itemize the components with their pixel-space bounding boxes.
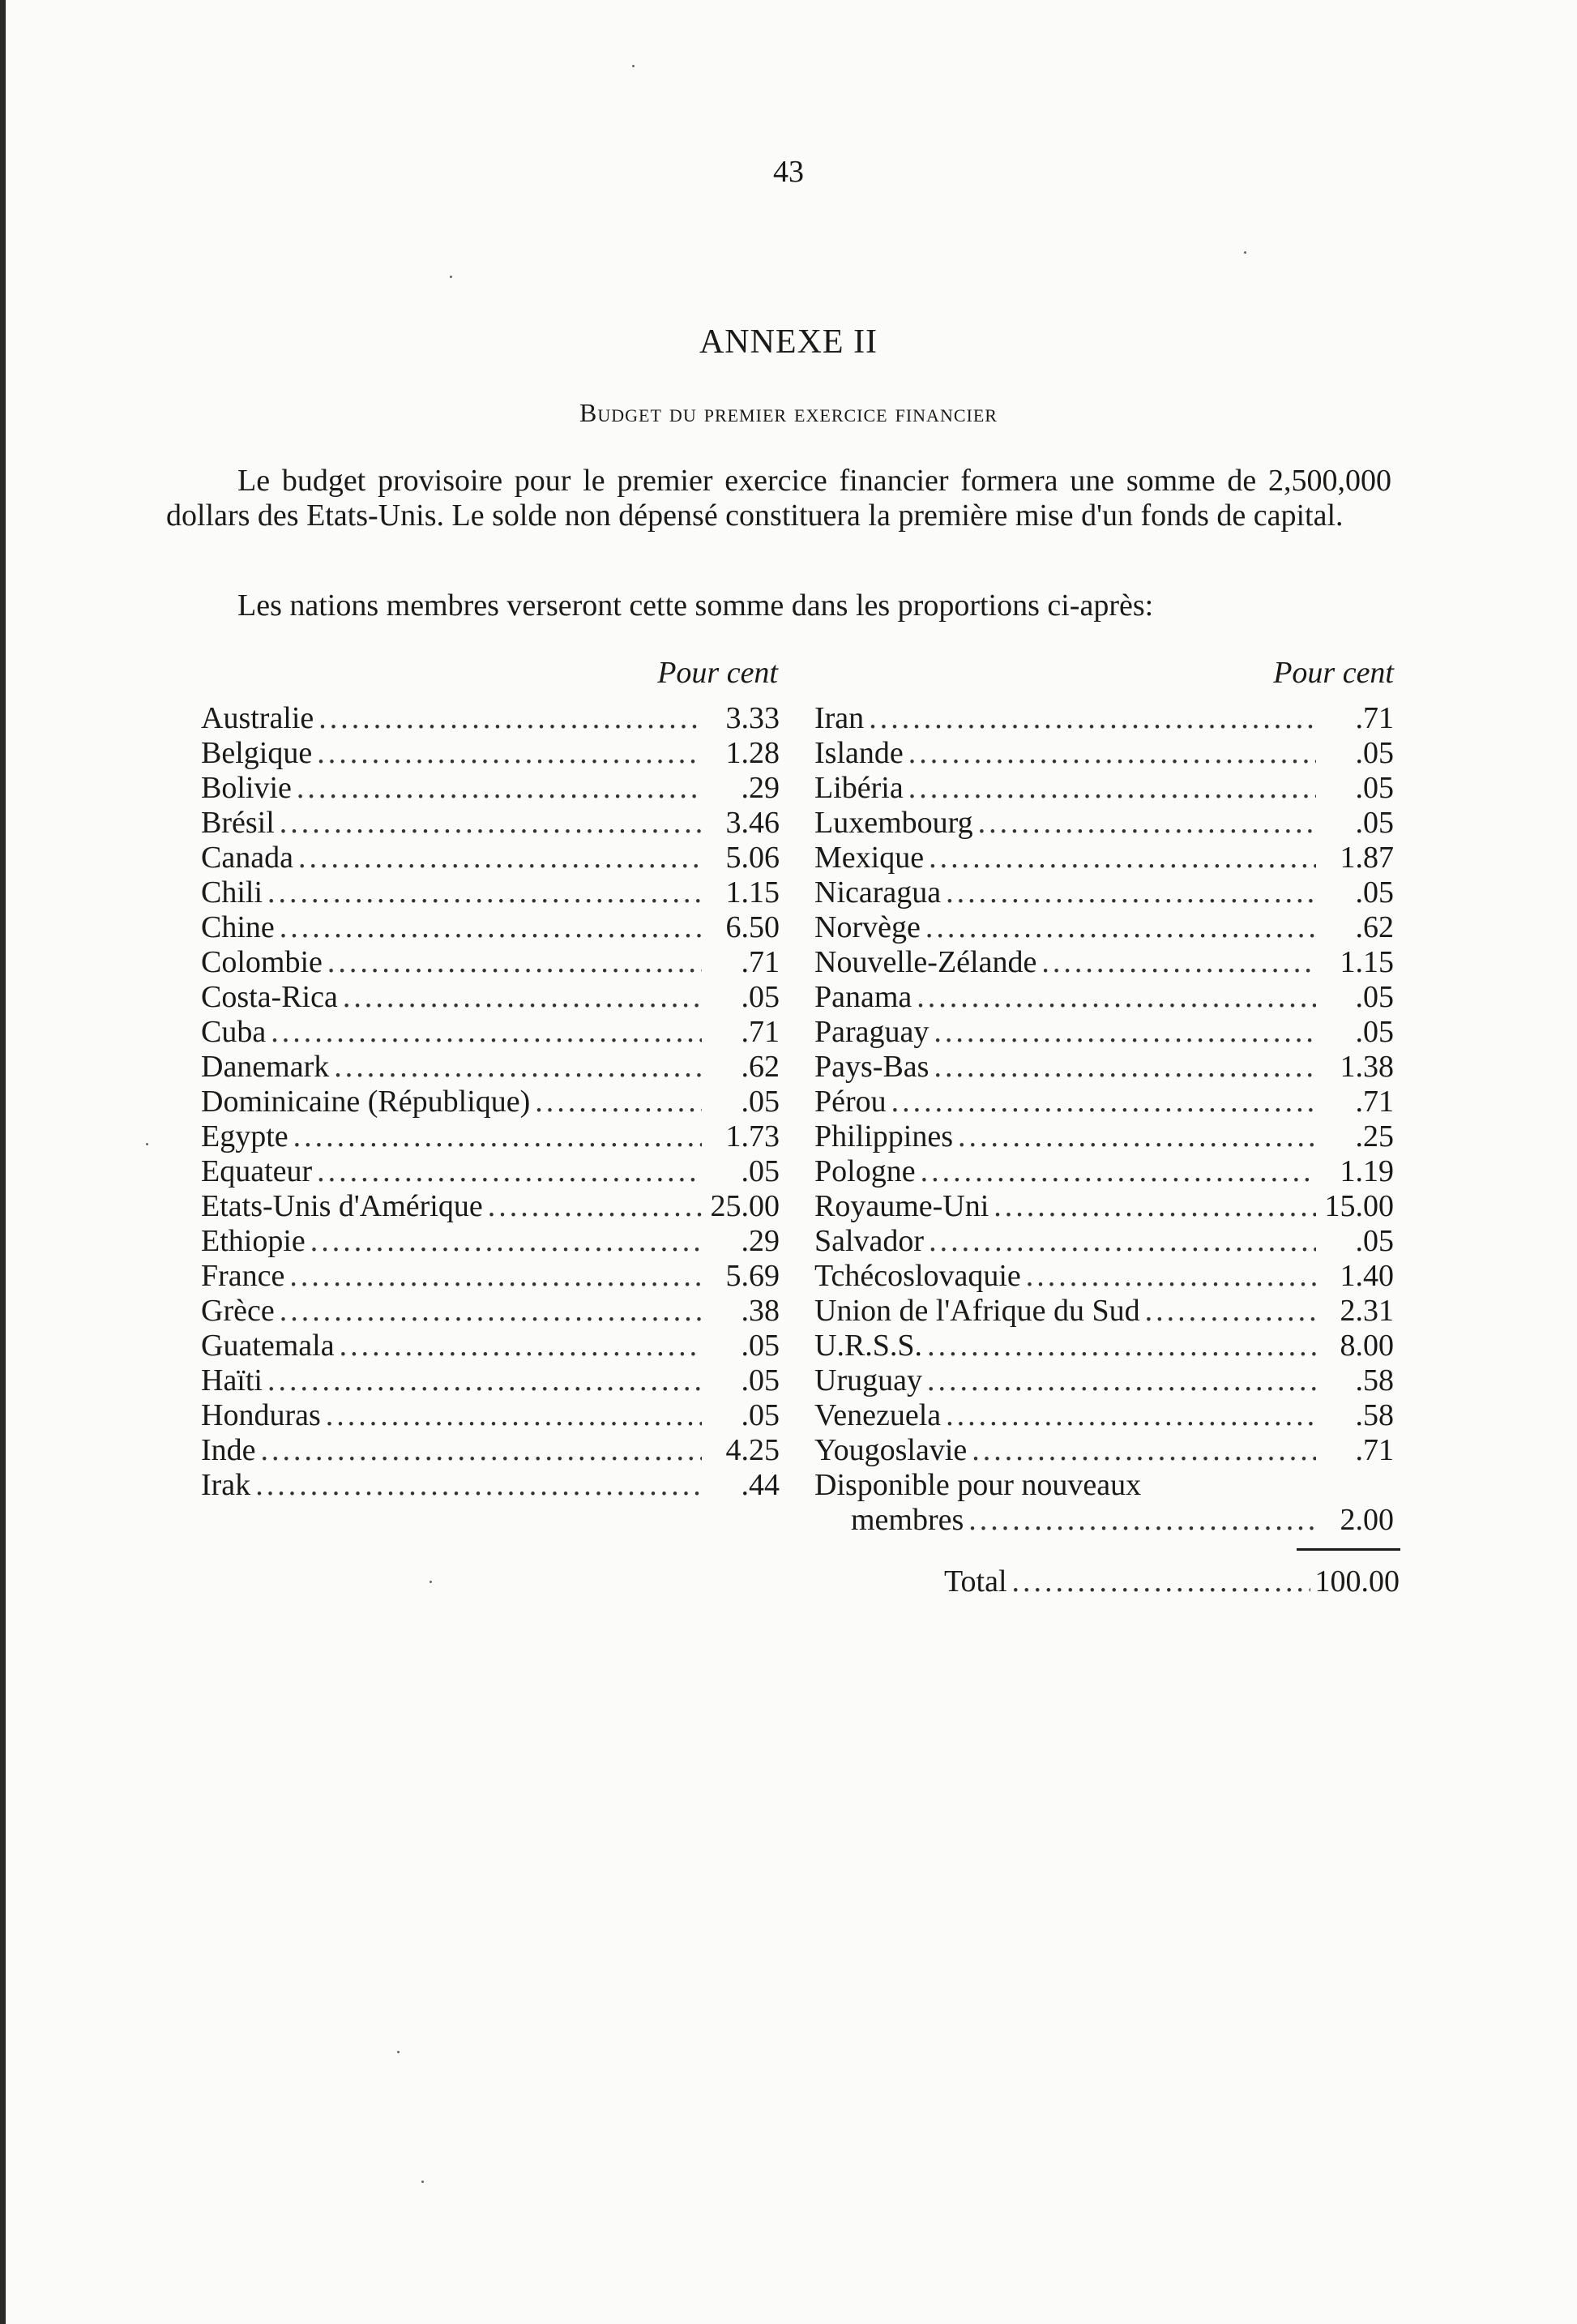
percentage-value: .71	[741, 1015, 780, 1049]
table-row	[814, 910, 1394, 945]
leader-dots	[891, 1085, 1316, 1119]
country-name: Canada	[201, 841, 293, 875]
table-row	[201, 1085, 780, 1119]
leader-dots	[968, 1503, 1316, 1538]
leader-dots	[334, 1050, 702, 1085]
country-name: Tchécoslovaquie	[814, 1259, 1021, 1293]
country-name: Uruguay	[814, 1363, 922, 1397]
table-row	[814, 1329, 1394, 1363]
table-row	[201, 1224, 780, 1259]
country-name: Venezuela	[814, 1398, 942, 1432]
total-rule	[1297, 1548, 1400, 1551]
budget-paragraph: Le budget provisoire pour le premier exercice financier formera une somme de 2,500,000 dollars des Etats-Unis. Le solde non dépensé constituera la première mise d'un fonds de capital.	[166, 464, 1391, 533]
percentage-value: .71	[741, 945, 780, 979]
leader-dots	[298, 841, 702, 875]
leader-dots	[280, 806, 702, 841]
percentage-value: .25	[1355, 1119, 1394, 1153]
leader-dots	[908, 736, 1316, 771]
table-row	[814, 1224, 1394, 1259]
percentage-value: .58	[1355, 1398, 1394, 1432]
table-row	[814, 1503, 1394, 1538]
country-name: Honduras	[201, 1398, 321, 1432]
scan-speck	[421, 2181, 424, 2183]
table-row	[201, 1294, 780, 1329]
table-row	[201, 736, 780, 771]
percentage-value: 1.15	[1340, 945, 1394, 979]
percentage-value: .05	[1355, 736, 1394, 770]
percentage-value: 1.38	[1340, 1050, 1394, 1084]
table-row	[814, 701, 1394, 736]
percentage-value: 15.00	[1324, 1189, 1394, 1223]
country-name: Australie	[201, 701, 314, 735]
table-row	[201, 841, 780, 875]
leader-dots	[929, 841, 1316, 875]
country-name: Islande	[814, 736, 904, 770]
country-name: Panama	[814, 980, 912, 1014]
leader-dots	[326, 1398, 702, 1433]
table-row	[201, 1154, 780, 1189]
leader-dots	[946, 875, 1316, 910]
percentage-value: .44	[741, 1468, 780, 1502]
country-name: France	[201, 1259, 285, 1293]
percentage-value: .05	[1355, 875, 1394, 909]
country-name: Cuba	[201, 1015, 267, 1049]
scan-speck	[397, 2051, 400, 2053]
table-row	[201, 1468, 780, 1503]
country-name: Nicaragua	[814, 875, 942, 909]
percentage-value: .05	[741, 980, 780, 1014]
leader-dots	[280, 1294, 702, 1329]
proportions-paragraph: Les nations membres verseront cette somme dans les proportions ci-après:	[237, 588, 1154, 623]
country-name: U.R.S.S.	[814, 1329, 923, 1363]
country-name: Pays-Bas	[814, 1050, 930, 1084]
country-name: Guatemala	[201, 1329, 335, 1363]
country-name: Etats-Unis d'Amérique	[201, 1189, 483, 1223]
percentage-value: 25.00	[710, 1189, 780, 1223]
table-row	[201, 1329, 780, 1363]
table-row	[814, 1363, 1394, 1398]
leader-dots	[310, 1224, 702, 1259]
right-column-header: Pour cent	[1273, 656, 1394, 690]
country-name: Union de l'Afrique du Sud	[814, 1294, 1140, 1328]
table-row	[814, 806, 1394, 841]
country-name: Disponible pour nouveaux	[814, 1468, 1142, 1502]
leader-dots	[255, 1468, 702, 1503]
percentage-value: .05	[1355, 1224, 1394, 1258]
table-row	[814, 1050, 1394, 1085]
country-name: Libéria	[814, 771, 904, 805]
table-row	[814, 1398, 1394, 1433]
percentage-value: 5.69	[725, 1259, 780, 1293]
scan-speck	[146, 1143, 148, 1145]
country-name: Paraguay	[814, 1015, 930, 1049]
country-name: Chili	[201, 875, 263, 909]
leader-dots	[271, 1015, 702, 1050]
country-name: Iran	[814, 701, 865, 735]
country-name: Danemark	[201, 1050, 330, 1084]
percentage-value: .05	[741, 1154, 780, 1188]
leader-dots	[934, 1015, 1316, 1050]
country-name: Philippines	[814, 1119, 954, 1153]
leader-dots	[1041, 945, 1316, 980]
percentage-value: .62	[741, 1050, 780, 1084]
percentage-value: 1.28	[725, 736, 780, 770]
leader-dots	[917, 980, 1316, 1015]
table-row	[201, 910, 780, 945]
scan-speck	[1244, 251, 1246, 254]
percentage-value: 8.00	[1340, 1329, 1394, 1363]
percentage-value: 6.50	[725, 910, 780, 944]
country-name: Pérou	[814, 1085, 887, 1119]
country-name: Brésil	[201, 806, 275, 840]
leader-dots	[1026, 1259, 1316, 1294]
table-row	[814, 1189, 1394, 1224]
country-name: Salvador	[814, 1224, 925, 1258]
total-label: Total	[944, 1564, 1007, 1599]
country-name: Irak	[201, 1468, 251, 1502]
country-name: Grèce	[201, 1294, 275, 1328]
table-row	[201, 875, 780, 910]
leader-dots	[340, 1329, 702, 1363]
percentage-value: .05	[741, 1363, 780, 1397]
country-name: Colombie	[201, 945, 323, 979]
country-name: Chine	[201, 910, 275, 944]
leader-dots	[1145, 1294, 1316, 1329]
leader-dots	[267, 1363, 702, 1398]
country-name: Nouvelle-Zélande	[814, 945, 1037, 979]
table-row	[201, 771, 780, 806]
leader-dots	[972, 1433, 1316, 1468]
percentage-value: .05	[1355, 806, 1394, 840]
leader-dots	[327, 945, 702, 980]
percentage-value: 4.25	[725, 1433, 780, 1467]
country-name: Ethiopie	[201, 1224, 306, 1258]
leader-dots	[946, 1398, 1316, 1433]
leader-dots	[318, 701, 702, 736]
table-row	[814, 1015, 1394, 1050]
left-contribution-column	[201, 701, 780, 1503]
leader-dots	[927, 1329, 1316, 1363]
country-name: Luxembourg	[814, 806, 973, 840]
percentage-value: 1.15	[725, 875, 780, 909]
country-name: Belgique	[201, 736, 313, 770]
table-row	[814, 1259, 1394, 1294]
country-name: Equateur	[201, 1154, 313, 1188]
table-row	[201, 701, 780, 736]
leader-dots	[488, 1189, 702, 1224]
table-row	[814, 1154, 1394, 1189]
percentage-value: .05	[1355, 980, 1394, 1014]
table-row	[814, 771, 1394, 806]
percentage-value: 1.73	[725, 1119, 780, 1153]
percentage-value: .38	[741, 1294, 780, 1328]
percentage-value: 3.46	[725, 806, 780, 840]
country-name: Norvège	[814, 910, 921, 944]
percentage-value: .58	[1355, 1363, 1394, 1397]
percentage-value: .71	[1355, 1433, 1394, 1467]
leader-dots	[317, 736, 702, 771]
leader-dots	[908, 771, 1316, 806]
leader-dots	[297, 771, 702, 806]
country-name: Mexique	[814, 841, 925, 875]
table-row	[814, 1119, 1394, 1154]
percentage-value: 2.00	[1340, 1503, 1394, 1537]
percentage-value: .62	[1355, 910, 1394, 944]
total-value: 100.00	[1314, 1564, 1400, 1599]
percentage-value: 5.06	[725, 841, 780, 875]
table-row	[201, 1050, 780, 1085]
table-row	[814, 736, 1394, 771]
table-row	[201, 1189, 780, 1224]
country-name: Pologne	[814, 1154, 916, 1188]
leader-dots	[978, 806, 1316, 841]
scan-speck	[632, 65, 635, 67]
percentage-value: 1.19	[1340, 1154, 1394, 1188]
leader-dots	[280, 910, 702, 945]
leader-dots	[994, 1189, 1316, 1224]
leader-dots	[927, 1363, 1316, 1398]
leader-dots	[925, 910, 1316, 945]
right-contribution-column	[814, 701, 1394, 1538]
country-name: Egypte	[201, 1119, 288, 1153]
table-row	[201, 1015, 780, 1050]
leader-dots	[317, 1154, 702, 1189]
annex-title: ANNEXE II	[699, 323, 878, 361]
leader-dots	[934, 1050, 1316, 1085]
percentage-value: .05	[741, 1329, 780, 1363]
country-name: Dominicaine (République)	[201, 1085, 531, 1119]
page-number: 43	[773, 155, 804, 189]
percentage-value: 1.87	[1340, 841, 1394, 875]
percentage-value: .71	[1355, 1085, 1394, 1119]
left-column-header: Pour cent	[657, 656, 778, 690]
table-row	[201, 1398, 780, 1433]
table-row	[814, 980, 1394, 1015]
scan-speck	[430, 1581, 432, 1583]
percentage-value: .29	[741, 771, 780, 805]
leader-dots	[869, 701, 1316, 736]
table-row	[814, 841, 1394, 875]
table-row	[814, 1294, 1394, 1329]
leader-dots	[929, 1224, 1316, 1259]
leader-dots	[958, 1119, 1316, 1154]
table-row	[814, 875, 1394, 910]
percentage-value: 2.31	[1340, 1294, 1394, 1328]
percentage-value: .29	[741, 1224, 780, 1258]
country-name: Haïti	[201, 1363, 263, 1397]
country-name: Inde	[201, 1433, 256, 1467]
leader-dots	[289, 1259, 702, 1294]
country-name: Yougoslavie	[814, 1433, 968, 1467]
leader-dots	[261, 1433, 702, 1468]
percentage-value: .05	[741, 1398, 780, 1432]
percentage-value: 1.40	[1340, 1259, 1394, 1293]
table-row	[201, 1433, 780, 1468]
country-name: Royaume-Uni	[814, 1189, 989, 1223]
table-row	[201, 945, 780, 980]
table-row	[814, 945, 1394, 980]
percentage-value: .05	[1355, 1015, 1394, 1049]
table-row	[201, 1259, 780, 1294]
table-row	[201, 806, 780, 841]
leader-dots	[267, 875, 702, 910]
table-row	[201, 980, 780, 1015]
percentage-value: .05	[741, 1085, 780, 1119]
table-row	[201, 1363, 780, 1398]
total-row	[944, 1564, 1400, 1599]
leader-dots	[343, 980, 702, 1015]
table-row	[814, 1433, 1394, 1468]
percentage-value: .05	[1355, 771, 1394, 805]
section-subtitle: Budget du premier exercice financier	[579, 398, 998, 427]
percentage-value: .71	[1355, 701, 1394, 735]
leader-dots	[535, 1085, 702, 1119]
table-row	[201, 1119, 780, 1154]
country-name: Bolivie	[201, 771, 292, 805]
table-row	[814, 1085, 1394, 1119]
percentage-value: 3.33	[725, 701, 780, 735]
leader-dots	[1012, 1564, 1310, 1599]
country-name: Costa-Rica	[201, 980, 338, 1014]
leader-dots	[293, 1119, 702, 1154]
leader-dots	[921, 1154, 1316, 1189]
table-row	[814, 1468, 1394, 1503]
country-name: membres	[851, 1503, 964, 1537]
scan-speck	[450, 276, 452, 278]
